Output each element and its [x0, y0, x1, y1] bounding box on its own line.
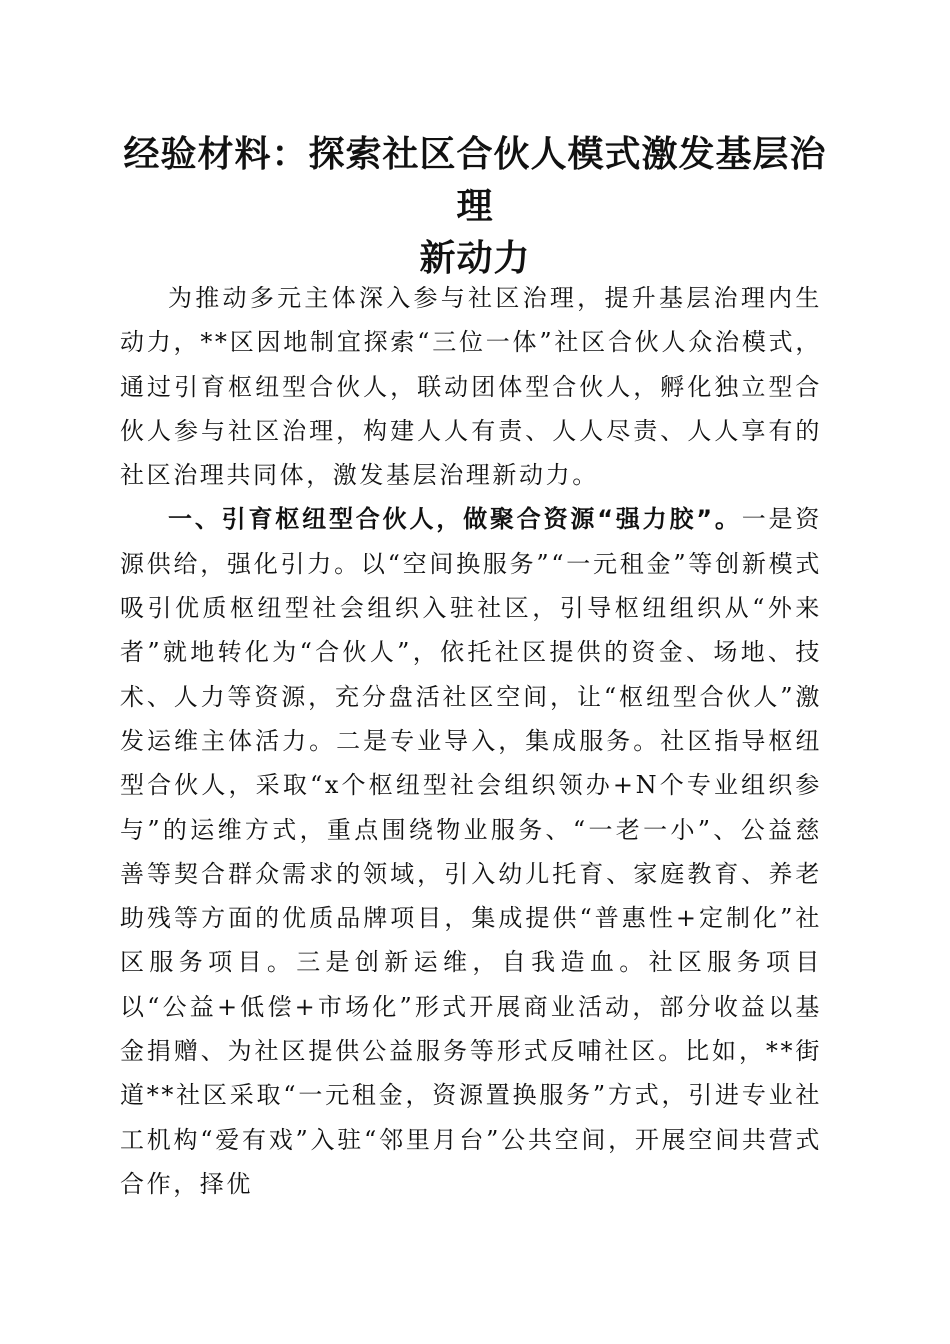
document-body: [120, 276, 822, 1206]
title-line-2: 新动力: [419, 237, 531, 279]
intro-paragraph: 为推动多元主体深入参与社区治理，提升基层治理内生动力，**区因地制宜探索“三位一体”社区合伙人众治模式，通过引育枢纽型合伙人，联动团体型合伙人，孵化独立型合伙人参与社区治理，构建人人有责、人人尽责、人人享有的社区治理共同体，激发基层治理新动力。: [120, 284, 822, 490]
section-1-paragraph: [120, 497, 822, 1206]
title-line-1: 经验材料：探索社区合伙人模式激发基层治理: [123, 133, 827, 227]
document-title: [110, 128, 840, 284]
section-1-heading: 一、引育枢纽型合伙人，做聚合资源“强力胶”。: [168, 505, 742, 534]
section-1-body: 一是资源供给，强化引力。以“空间换服务”“一元租金”等创新模式吸引优质枢纽型社会组织入驻社区，引导枢纽组织从“外来者”就地转化为“合伙人”，依托社区提供的资金、场地、技术、人力等资源，充分盘活社区空间，让“枢纽型合伙人”激发运维主体活力。二是专业导入，集成服务。社区指导枢纽型合伙人，采取“x个枢纽型社会组织领办+N个专业组织参与”的运维方式，重点围绕物业服务、“一老一小”、公益慈善等契合群众需求的领域，引入幼儿托育、家庭教育、养老助残等方面的优质品牌项目，集成提供“普惠性+定制化”社区服务项目。三是创新运维，自我造血。社区服务项目以“公益+低偿+市场化”形式开展商业活动，部分收益以基金捐赠、为社区提供公益服务等形式反哺社区。比如，**街道**社区采取“一元租金，资源置换服务”方式，引进专业社工机构“爱有戏”入驻“邻里月台”公共空间，开展空间共营式合作，择优: [120, 505, 822, 1198]
